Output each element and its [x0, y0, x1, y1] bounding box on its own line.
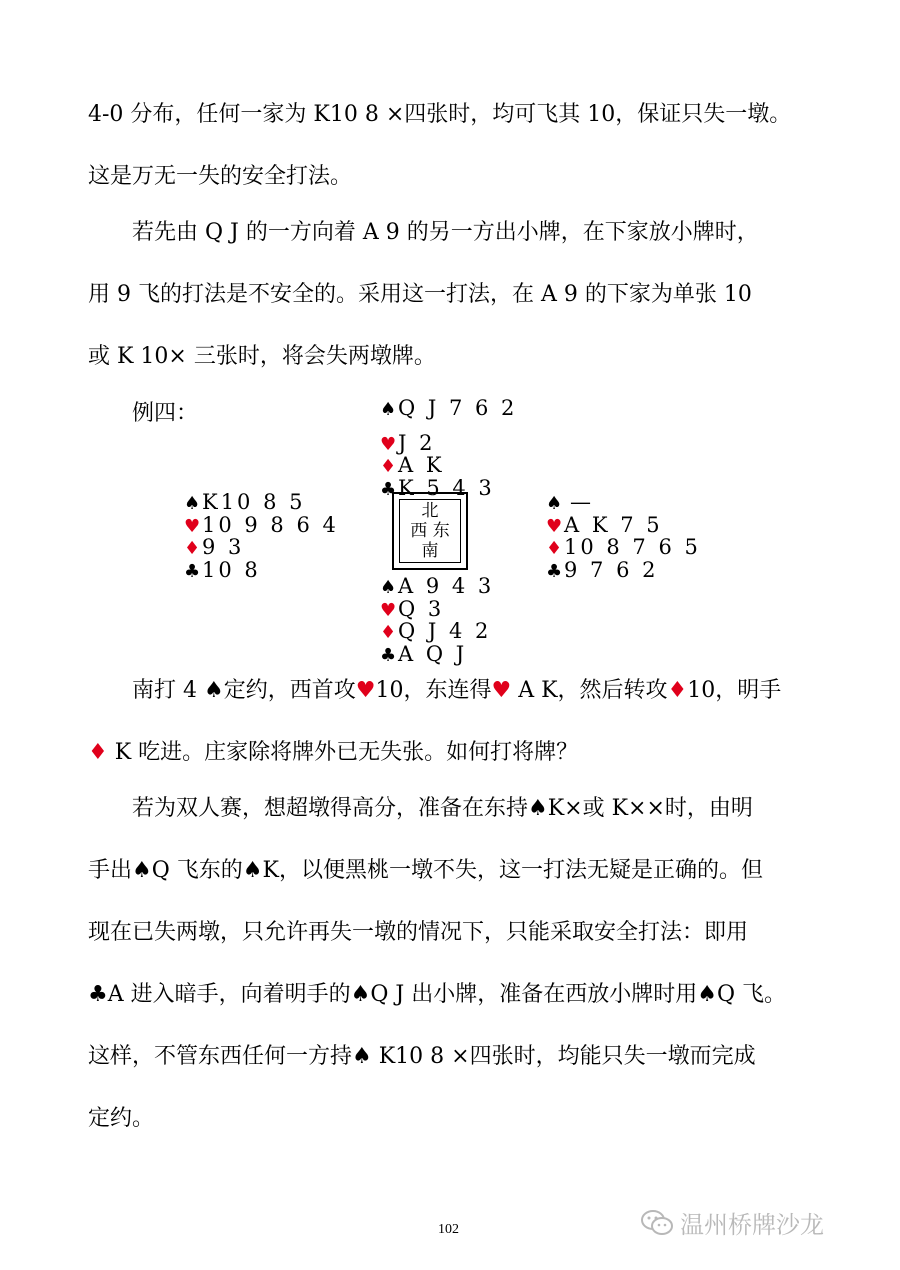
paragraph-3-line-1: 南打 4 ♠定约，西首攻♥10，东连得♥ A K，然后转攻♦10，明手 — [132, 678, 782, 703]
club-icon: ♣ — [380, 644, 400, 666]
diamond-icon: ♦ — [546, 538, 566, 559]
club-icon: ♣ — [546, 560, 566, 582]
paragraph-2-line-2: 用 9 飞的打法是不安全的。采用这一打法，在 A 9 的下家为单张 10 — [88, 282, 752, 307]
paragraph-4-line-5: 这样，不管东西任何一方持♠ K10 8 ×四张时，均能只失一墩而完成 — [88, 1044, 756, 1069]
compass-south: 南 — [421, 541, 439, 561]
paragraph-1 — [88, 84, 828, 208]
spade-icon: ♠ — [546, 493, 566, 514]
diamond-icon: ♦ — [88, 740, 108, 765]
east-spades: ♠ — — [546, 490, 594, 514]
compass-east: 东 — [432, 521, 450, 541]
spade-icon: ♠ — [352, 1044, 372, 1069]
north-spades: ♠Q J 7 6 2 — [380, 396, 518, 420]
heart-icon: ♥ — [546, 515, 566, 537]
paragraph-2-line-1: 若先由 Q J 的一方向着 A 9 的另一方出小牌，在下家放小牌时， — [132, 220, 759, 245]
paragraph-3-line-2: ♦ K 吃进。庄家除将牌外已无失张。如何打将牌？ — [88, 740, 579, 765]
west-clubs: ♣10 8 — [184, 557, 261, 582]
example-label: 例四： — [132, 401, 199, 426]
compass-west: 西 — [410, 521, 428, 541]
east-hand — [546, 492, 701, 582]
page-number: 102 — [438, 1222, 459, 1237]
east-diamonds: ♦10 8 7 6 5 — [546, 535, 701, 559]
east-hearts: ♥A K 7 5 — [546, 512, 663, 537]
west-spades: ♠K10 8 5 — [184, 490, 306, 514]
north-hand — [380, 398, 517, 500]
paragraph-2-line-3: 或 K 10× 三张时，将会失两墩牌。 — [88, 344, 436, 369]
wechat-icon — [640, 1209, 674, 1237]
spade-icon: ♠ — [528, 796, 548, 821]
club-icon: ♣ — [184, 560, 204, 582]
club-icon: ♣ — [88, 982, 108, 1007]
spade-icon: ♠ — [184, 493, 204, 514]
west-diamonds: ♦9 3 — [184, 535, 245, 559]
paragraph-4-line-2: 手出♠Q 飞东的♠K，以便黑桃一墩不失，这一打法无疑是正确的。但 — [88, 858, 763, 883]
paragraph-4-line-3: 现在已失两墩，只允许再失一墩的情况下，只能采取安全打法：即用 — [88, 920, 749, 945]
south-clubs: ♣A Q J — [380, 641, 468, 666]
west-hearts: ♥10 9 8 6 4 — [184, 512, 339, 537]
south-hand — [380, 576, 494, 666]
paragraph-3 — [88, 660, 828, 784]
north-clubs: ♣K 5 4 3 — [380, 475, 495, 500]
spade-icon: ♠ — [203, 678, 224, 703]
paragraph-1-line-1: 4-0 分布，任何一家为 K10 8 ×四张时，均可飞其 10，保证只失一墩。 — [88, 102, 792, 127]
paragraph-4 — [88, 778, 828, 1150]
paragraph-4-line-4: ♣A 进入暗手，向着明手的♠Q J 出小牌，准备在西放小牌时用♠Q 飞。 — [88, 982, 786, 1007]
spade-icon: ♠ — [350, 982, 371, 1007]
heart-icon: ♥ — [184, 515, 204, 537]
north-diamonds: ♦A K — [380, 453, 445, 477]
heart-icon: ♥ — [380, 433, 400, 455]
spade-icon: ♠ — [242, 858, 263, 883]
diamond-icon: ♦ — [380, 456, 400, 477]
south-diamonds: ♦Q J 4 2 — [380, 619, 492, 643]
diamond-icon: ♦ — [667, 678, 688, 703]
paragraph-4-line-1: 若为双人赛，想超墩得高分，准备在东持♠K×或 K××时，由明 — [132, 796, 753, 821]
spade-icon: ♠ — [380, 399, 400, 420]
heart-icon: ♥ — [380, 599, 400, 621]
west-hand — [184, 492, 339, 582]
paragraph-1-line-2: 这是万无一失的安全打法。 — [88, 164, 353, 189]
compass-west-east — [400, 521, 460, 541]
spade-icon: ♠ — [132, 858, 152, 883]
club-icon: ♣ — [380, 478, 400, 500]
compass-north: 北 — [421, 501, 439, 521]
spade-icon: ♠ — [380, 577, 400, 598]
paragraph-4-line-6: 定约。 — [88, 1106, 155, 1131]
east-clubs: ♣9 7 6 2 — [546, 557, 659, 582]
watermark — [640, 1205, 824, 1240]
north-hearts: ♥J 2 — [380, 430, 436, 455]
watermark-text: 温州桥牌沙龙 — [680, 1211, 824, 1239]
heart-icon: ♥ — [355, 678, 376, 703]
compass-box — [392, 492, 468, 570]
south-spades: ♠A 9 4 3 — [380, 574, 495, 598]
paragraph-2 — [88, 202, 828, 388]
spade-icon: ♠ — [697, 982, 717, 1007]
heart-icon: ♥ — [491, 678, 512, 703]
south-hearts: ♥Q 3 — [380, 596, 445, 621]
diamond-icon: ♦ — [184, 538, 204, 559]
diamond-icon: ♦ — [380, 622, 400, 643]
